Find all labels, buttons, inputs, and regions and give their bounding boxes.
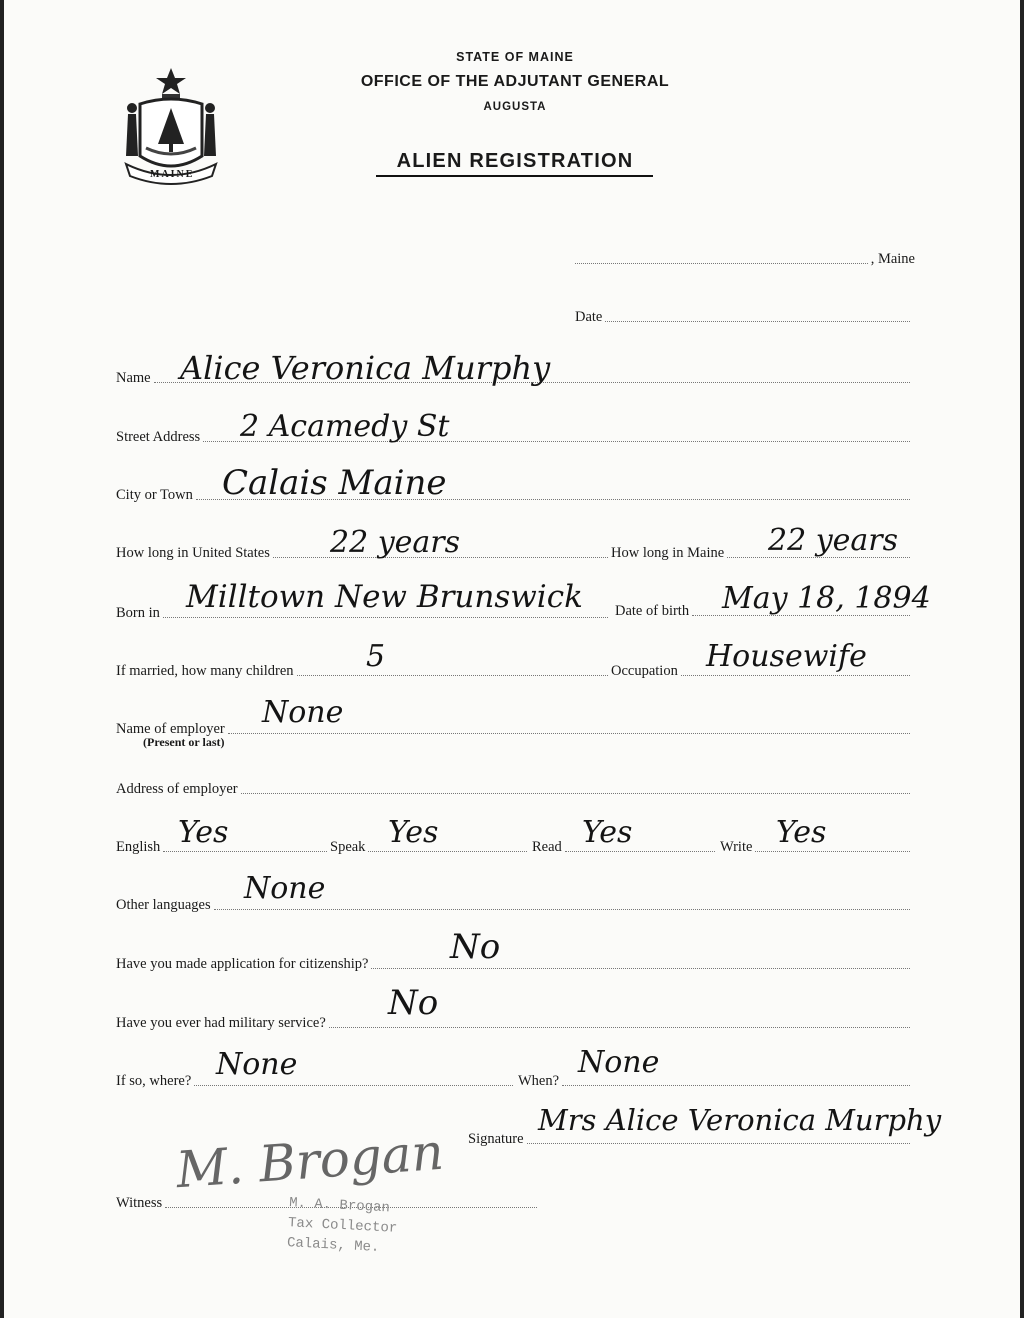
town-line[interactable]	[575, 246, 915, 268]
read-value: Yes	[582, 815, 633, 850]
children-label: If married, how many children	[116, 663, 294, 679]
speak-label: Speak	[330, 839, 366, 855]
read-label: Read	[532, 839, 562, 855]
title-underline	[376, 175, 653, 177]
born-in-value: Milltown New Brunswick	[186, 579, 583, 615]
maine-state-seal-icon	[118, 64, 224, 186]
military-service-field[interactable]	[116, 1010, 913, 1032]
signature-value: Mrs Alice Veronica Murphy	[538, 1103, 942, 1137]
maine-suffix-label: , Maine	[870, 251, 915, 267]
scan-border-left	[0, 0, 4, 1318]
military-service-value: No	[388, 983, 439, 1023]
stamp-line-2: Tax Collector	[287, 1215, 398, 1237]
employer-label: Name of employer	[116, 721, 225, 737]
when-value: None	[578, 1045, 660, 1080]
children-value: 5	[366, 639, 386, 674]
signature-label: Signature	[468, 1131, 524, 1147]
employer-address-label: Address of employer	[116, 781, 238, 797]
how-long-maine-value: 22 years	[768, 523, 899, 558]
city-value: Calais Maine	[222, 463, 447, 503]
citizenship-field[interactable]	[116, 951, 913, 973]
street-address-field[interactable]	[116, 424, 913, 446]
tax-collector-stamp	[287, 1193, 399, 1259]
citizenship-value: No	[450, 927, 501, 967]
state-heading: STATE OF MAINE	[456, 50, 574, 64]
occupation-label: Occupation	[611, 663, 678, 679]
city-label: City or Town	[116, 487, 193, 503]
when-label: When?	[518, 1073, 560, 1089]
how-long-us-label: How long in United States	[116, 545, 270, 561]
where-label: If so, where?	[116, 1073, 192, 1089]
other-languages-field[interactable]	[116, 892, 913, 914]
name-value: Alice Veronica Murphy	[180, 349, 551, 387]
children-field[interactable]	[116, 658, 611, 680]
citizenship-label: Have you made application for citizenship?	[116, 956, 369, 972]
date-of-birth-value: May 18, 1894	[722, 581, 931, 616]
write-value: Yes	[776, 815, 827, 850]
born-in-label: Born in	[116, 605, 160, 621]
other-languages-value: None	[244, 871, 326, 906]
employer-field[interactable]	[116, 716, 913, 738]
name-label: Name	[116, 370, 151, 386]
form-title: ALIEN REGISTRATION	[396, 150, 634, 172]
where-field[interactable]	[116, 1068, 516, 1090]
witness-label: Witness	[116, 1195, 163, 1211]
military-service-label: Have you ever had military service?	[116, 1015, 326, 1031]
how-long-maine-label: How long in Maine	[611, 545, 725, 561]
where-value: None	[216, 1047, 298, 1082]
employer-value: None	[262, 695, 344, 730]
how-long-us-value: 22 years	[330, 525, 461, 560]
date-label: Date	[575, 309, 603, 325]
date-of-birth-label: Date of birth	[615, 603, 690, 619]
scan-border-right	[1020, 0, 1024, 1318]
write-label: Write	[720, 839, 753, 855]
english-label: English	[116, 839, 161, 855]
employer-note: (Present or last)	[143, 735, 225, 749]
date-field[interactable]	[575, 304, 913, 326]
city-heading: AUGUSTA	[483, 101, 547, 113]
stamp-line-1: M. A. Brogan	[288, 1195, 391, 1217]
street-address-value: 2 Acamedy St	[240, 409, 450, 444]
other-languages-label: Other languages	[116, 897, 211, 913]
street-address-label: Street Address	[116, 429, 201, 445]
office-heading: OFFICE OF THE ADJUTANT GENERAL	[360, 73, 670, 90]
witness-signature: M. Brogan	[174, 1122, 446, 1200]
english-value: Yes	[178, 815, 229, 850]
occupation-value: Housewife	[706, 639, 867, 674]
seal-banner-text: MAINE	[150, 169, 195, 180]
speak-value: Yes	[388, 815, 439, 850]
stamp-line-3: Calais, Me.	[286, 1235, 380, 1256]
employer-address-field[interactable]	[116, 776, 913, 798]
